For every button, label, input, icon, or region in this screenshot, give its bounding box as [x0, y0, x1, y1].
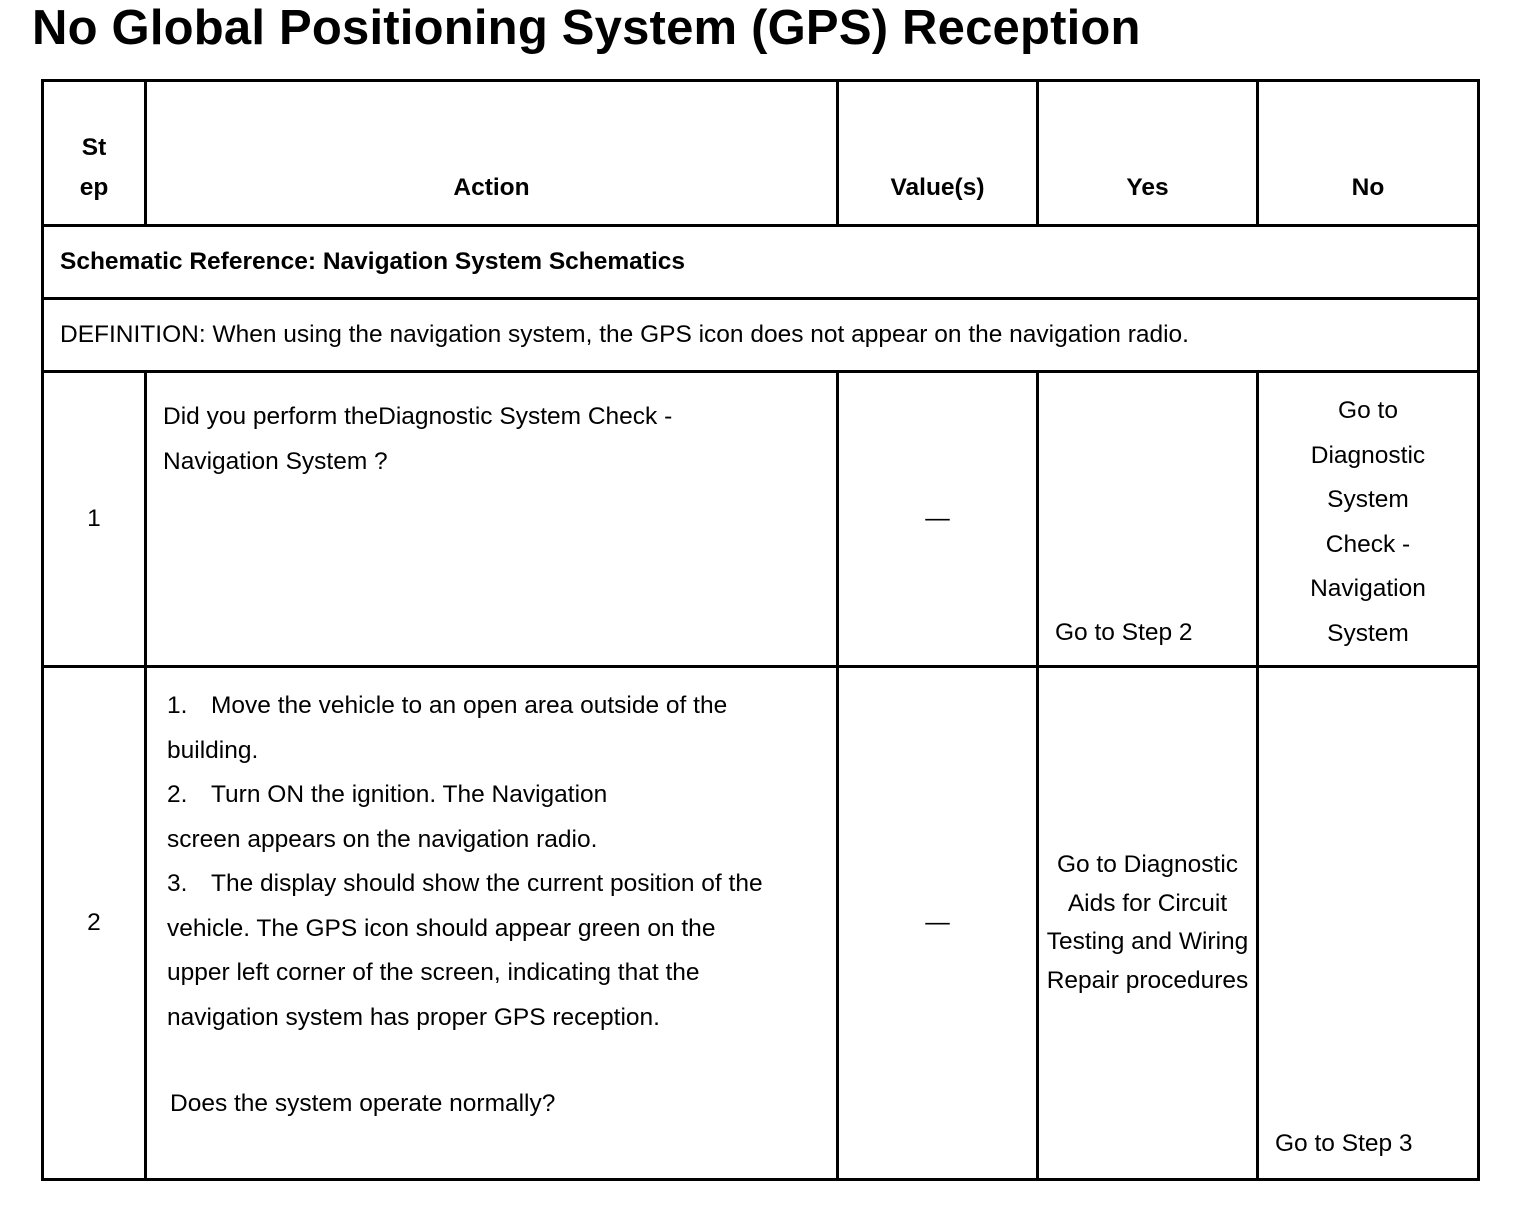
step-number: 1 [43, 372, 146, 667]
action-question: Does the system operate normally? [170, 1090, 556, 1117]
table-row [43, 667, 1479, 1180]
action-list-item [163, 773, 687, 862]
definition: DEFINITION: When using the navigation system, the GPS icon does not appear on the navigation radio. [43, 299, 1479, 372]
yes-cell: Go to Step 2 [1038, 372, 1258, 667]
header-yes: Yes [1038, 81, 1258, 226]
no-cell: Go to Step 3 [1258, 667, 1479, 1180]
schematic-reference: Schematic Reference: Navigation System Schematics [43, 226, 1479, 299]
list-text: The display should show the current position of the vehicle. The GPS icon should appear green on the upper left corner of the screen, indicating that the navigation system has proper GPS reception. [167, 870, 763, 1031]
action-list-item [163, 684, 767, 773]
definition-row [43, 299, 1479, 372]
header-no: No [1258, 81, 1479, 226]
list-number: 1. [167, 692, 188, 719]
action-cell [146, 372, 838, 667]
yes-cell [1038, 667, 1258, 1180]
list-text: Move the vehicle to an open area outside of the building. [167, 692, 728, 764]
header-values: Value(s) [838, 81, 1038, 226]
table-row [43, 372, 1479, 667]
list-number: 2. [167, 781, 188, 808]
diagnostic-table [41, 79, 1480, 1181]
header-action: Action [146, 81, 838, 226]
schematic-reference-row [43, 226, 1479, 299]
table-header-row [43, 81, 1479, 226]
list-number: 3. [167, 870, 188, 897]
value-cell: — [838, 372, 1038, 667]
list-text: Turn ON the ignition. The Navigation screen appears on the navigation radio. [167, 781, 608, 853]
page-title: No Global Positioning System (GPS) Reception [32, 1, 1141, 55]
step-number: 2 [43, 667, 146, 1180]
header-step: St ep [43, 81, 146, 226]
action-list-item [163, 862, 772, 1040]
no-text: Go to Diagnostic System Check - Navigation System [1310, 397, 1426, 647]
no-cell [1258, 372, 1479, 667]
value-cell: — [838, 667, 1038, 1180]
yes-text: Go to Diagnostic Aids for Circuit Testing and Wiring Repair procedures [1046, 851, 1249, 994]
action-cell [146, 667, 838, 1180]
action-text: Did you perform theDiagnostic System Check - Navigation System ? [163, 403, 673, 475]
